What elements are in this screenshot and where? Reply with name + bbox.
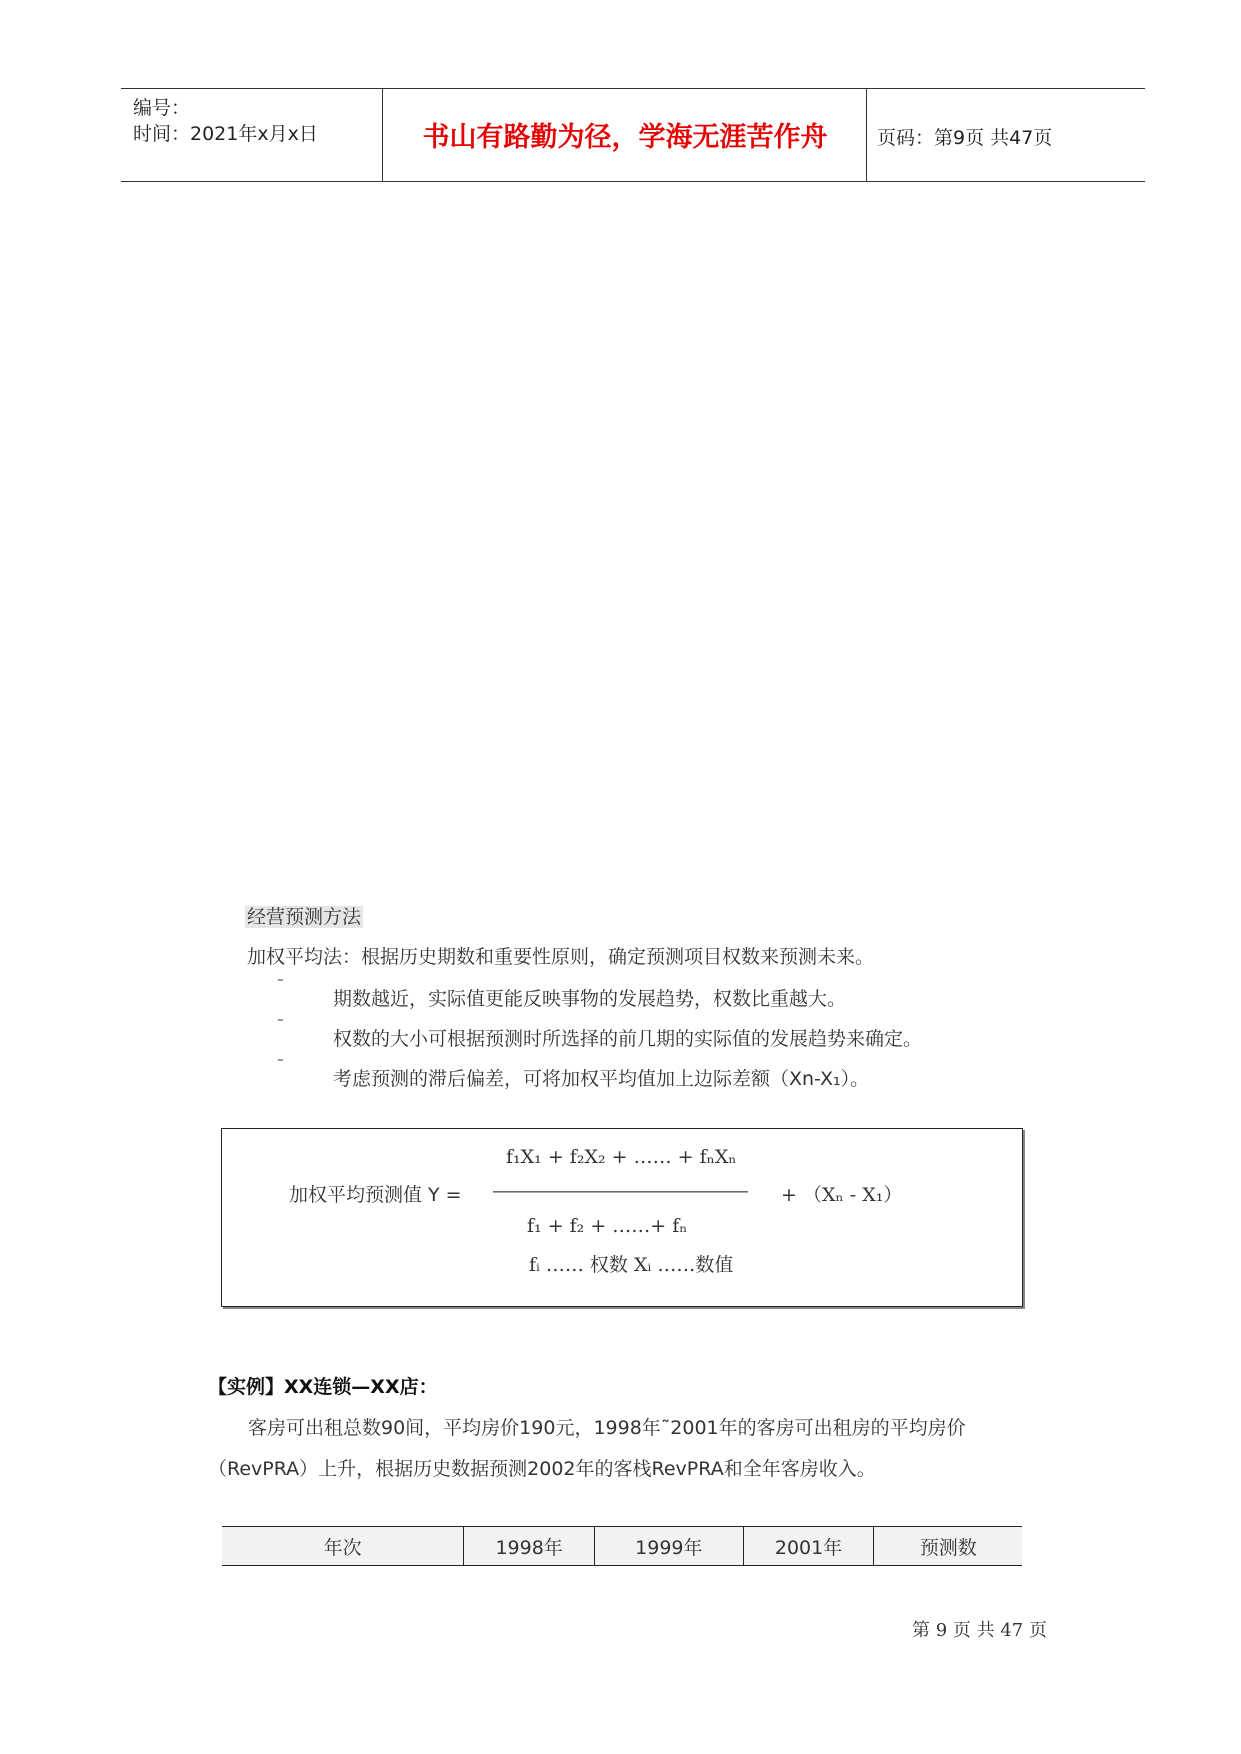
section-intro: 加权平均法：根据历史期数和重要性原则，确定预测项目权数来预测未来。 — [247, 946, 875, 968]
bullet-item-2: 权数的大小可根据预测时所选择的前几期的实际值的发展趋势来确定。 — [333, 1028, 923, 1050]
bullet-glyph-2: ˜ — [277, 1018, 284, 1034]
page-header — [121, 88, 1145, 182]
table-header-cell: 2001年 — [743, 1527, 874, 1566]
example-title: 【实例】XX连锁—XX店： — [208, 1376, 438, 1398]
header-page-label: 页码：第9页 共47页 — [877, 127, 1053, 149]
header-number-label: 编号： — [133, 97, 191, 119]
bullet-glyph-1: ˜ — [277, 978, 284, 994]
formula-label: 加权平均预测值 Y = — [289, 1184, 462, 1206]
table-header-cell: 1999年 — [595, 1527, 744, 1566]
section-title — [245, 902, 363, 929]
header-date-label: 时间：2021年x月x日 — [133, 123, 318, 145]
table-header-cell: 1998年 — [464, 1527, 595, 1566]
table-header-cell: 年次 — [222, 1527, 464, 1566]
header-motto: 书山有路勤为径，学海无涯苦作舟 — [422, 122, 828, 153]
page-footer: 第 9 页 共 47 页 — [912, 1620, 1047, 1641]
formula-fraction-bar: ——————————————— — [492, 1180, 747, 1202]
formula-legend: fᵢ …… 权数 Xᵢ ……数值 — [529, 1254, 734, 1276]
year-table — [222, 1526, 1022, 1566]
formula-numerator: f₁X₁ + f₂X₂ + …… + fₙXₙ — [506, 1146, 737, 1168]
bullet-glyph-3: ˜ — [277, 1058, 284, 1074]
formula-denominator: f₁ + f₂ + ……+ fₙ — [527, 1215, 688, 1237]
formula-tail: + （Xₙ - X₁） — [781, 1184, 903, 1206]
bullet-item-1: 期数越近，实际值更能反映事物的发展趋势，权数比重越大。 — [333, 988, 847, 1010]
example-line-1: 客房可出租总数90间，平均房价190元，1998年˜2001年的客房可出租房的平均房价 — [248, 1417, 966, 1439]
section-title-text: 经营预测方法 — [247, 906, 362, 928]
table-header-row — [222, 1527, 1022, 1566]
bullet-item-3: 考虑预测的滞后偏差，可将加权平均值加上边际差额（Xn-X₁）。 — [333, 1068, 870, 1090]
example-line-2: （RevPRA）上升，根据历史数据预测2002年的客栈RevPRA和全年客房收入。 — [208, 1458, 876, 1480]
table-header-cell: 预测数 — [874, 1527, 1022, 1566]
